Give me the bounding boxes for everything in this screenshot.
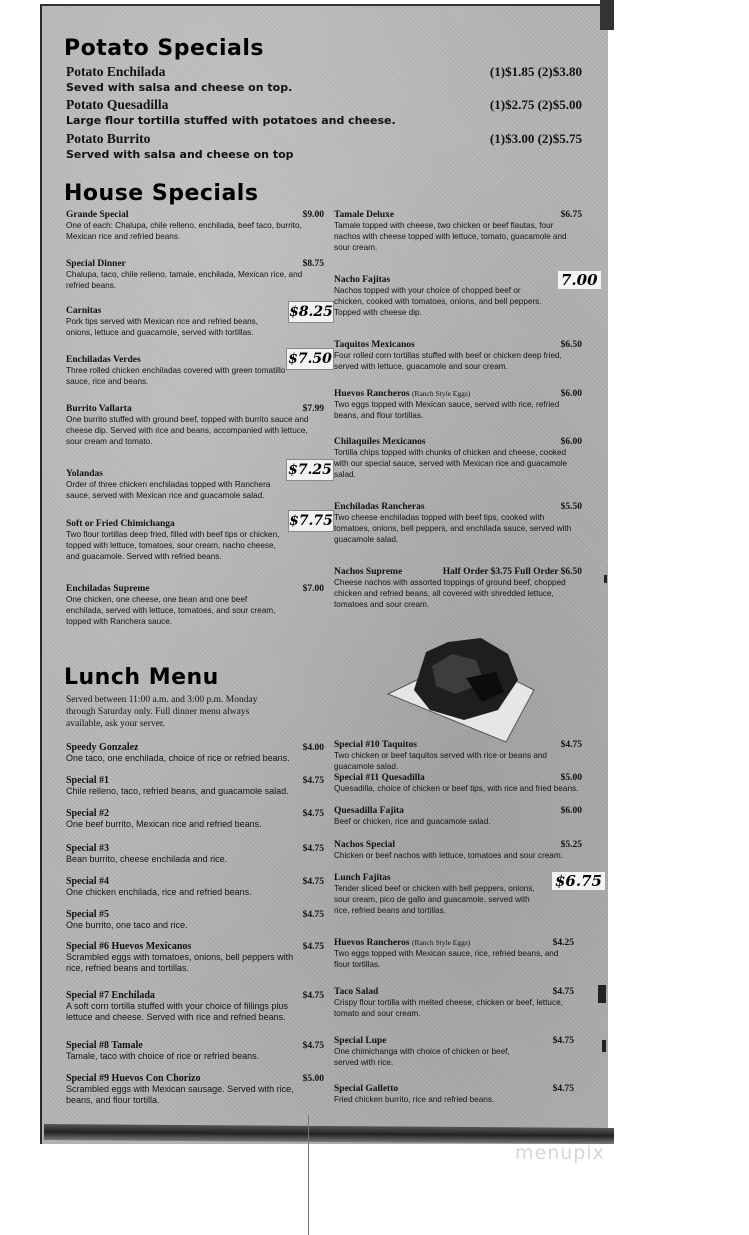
menu-item	[66, 742, 324, 764]
item-desc: A soft corn tortilla stuffed with your choice of fillings plus lettuce and cheese. Served with rice and refried beans.	[66, 1001, 288, 1022]
item-desc: One of each: Chalupa, chile relleno, enchilada, beef taco, burrito, Mexican rice and refried beans.	[66, 221, 302, 241]
item-price: $5.50	[560, 502, 582, 512]
item-desc: Tender sliced beef or chicken with bell peppers, onions, sour cream, pico de gallo and guacamole, served with rice, refried beans and tortillas.	[334, 884, 535, 915]
item-desc: Scrambled eggs with Mexican sausage. Served with rice, beans, and flour tortilla.	[66, 1084, 294, 1105]
lunch-intro: Served between 11:00 a.m. and 3:00 p.m. Monday through Saturday only. Full dinner menu always available, ask your server.	[66, 695, 258, 729]
menu-item	[66, 909, 324, 931]
menu-item	[66, 306, 286, 338]
menu-item	[334, 1084, 574, 1105]
item-desc: Tamale, taco with choice of rice or refried beans.	[66, 1051, 260, 1061]
menu-item	[66, 131, 582, 161]
menu-item	[334, 389, 582, 421]
menu-item	[66, 1040, 324, 1062]
item-name: Enchiladas Verdes	[66, 355, 141, 365]
item-name: Carnitas	[66, 306, 102, 316]
item-desc: Nachos topped with your choice of chopped beef or chicken, cooked with tomatoes, onions, and bell peppers. Topped with cheese dip.	[334, 286, 542, 317]
menu-item	[66, 64, 582, 94]
scan-speck	[604, 575, 607, 583]
item-desc: One beef burrito, Mexican rice and refried beans.	[66, 819, 262, 829]
item-desc: Beef or chicken, rice and guacamole salad.	[334, 817, 491, 826]
item-price: $4.75	[302, 910, 324, 920]
item-desc: Order of three chicken enchiladas topped with Ranchera sauce, served with Mexican rice and guacamole salad.	[66, 480, 271, 500]
item-price: $4.75	[552, 987, 574, 997]
item-name: Special #7 Enchilada	[66, 990, 155, 1001]
item-price: $7.00	[302, 584, 324, 594]
item-name: Huevos Rancheros (Ranch Style Eggs)	[334, 938, 471, 948]
menu-item	[66, 469, 286, 501]
menu-item	[66, 775, 324, 797]
item-name: Nacho Fajitas	[334, 275, 391, 285]
item-desc: Cheese nachos with assorted toppings of ground beef, chopped chicken and refried beans, all covered with shredded lettuce, tomatoes and sour cream.	[334, 578, 566, 609]
item-desc: Two flour tortillas deep fried, filled with beef tips or chicken, topped with lettuce, tomatoes, sour cream, nacho cheese, and guacamole. Served with refried beans.	[66, 530, 280, 561]
fold-line	[308, 1115, 309, 1235]
item-price: $6.00	[560, 389, 582, 399]
item-name: Special #11 Quesadilla	[334, 773, 425, 783]
item-name: Enchiladas Rancheras	[334, 502, 425, 512]
item-name: Enchiladas Supreme	[66, 584, 150, 594]
menu-item	[334, 873, 546, 916]
item-name: Nachos Special	[334, 840, 395, 850]
item-name: Chilaquiles Mexicanos	[334, 437, 426, 447]
item-desc: Bean burrito, cheese enchilada and rice.	[66, 854, 228, 864]
item-desc: Two cheese enchiladas topped with beef tips, cooked with tomatoes, onions, bell peppers, and enchilada sauce, served with guacamole salad.	[334, 513, 572, 544]
item-price: $6.50	[560, 340, 582, 350]
menu-item	[334, 567, 582, 610]
item-name: Special #3	[66, 843, 110, 854]
price-sticker: $7.25	[286, 459, 334, 481]
item-price: $4.25	[552, 938, 574, 948]
menu-item	[66, 210, 324, 242]
item-price: $8.75	[302, 259, 324, 269]
menu-item	[334, 938, 574, 970]
item-price: $4.75	[302, 942, 324, 952]
item-name: Special Lupe	[334, 1036, 387, 1046]
item-price: $6.00	[560, 437, 582, 447]
item-name: Lunch Fajitas	[334, 873, 391, 883]
menu-item	[334, 340, 582, 372]
scan-speck	[602, 1040, 606, 1052]
item-price: $4.75	[302, 809, 324, 819]
menu-item	[334, 437, 582, 480]
menu-item	[66, 808, 324, 830]
item-desc: Two chicken or beef taquitos served with rice or beans and guacamole salad.	[334, 751, 547, 771]
menu-item	[66, 941, 324, 974]
food-photo	[386, 632, 536, 744]
item-price: $4.75	[552, 1084, 574, 1094]
item-price: $9.00	[302, 210, 324, 220]
item-price: $6.00	[560, 806, 582, 816]
item-name: Potato Burrito	[66, 131, 151, 146]
item-desc: Fried chicken burrito, rice and refried beans.	[334, 1095, 495, 1104]
item-desc: Crispy flour tortilla with melted cheese, chicken or beef, lettuce, tomato and sour cream.	[334, 998, 563, 1018]
item-name: Quesadilla Fajita	[334, 806, 404, 816]
menu-item	[334, 210, 582, 253]
item-price: $5.00	[560, 773, 582, 783]
item-desc: One chicken enchilada, rice and refried beans.	[66, 887, 252, 897]
menu-item	[334, 740, 582, 772]
menu-item	[334, 1036, 574, 1068]
item-name: Special #10 Taquitos	[334, 740, 417, 750]
item-desc: Large flour tortilla stuffed with potatoes and cheese.	[66, 114, 396, 127]
item-price: $7.99	[302, 404, 324, 414]
item-price: (1)$2.75 (2)$5.00	[489, 97, 582, 112]
price-sticker: $7.50	[286, 348, 334, 370]
menu-item	[66, 876, 324, 898]
handwritten-price: $6.75	[552, 872, 605, 890]
item-desc: One burrito stuffed with ground beef, topped with burrito sauce and cheese dip. Served with rice and beans, accompanied with lettuce, sour cream and tomato.	[66, 415, 309, 446]
item-price: $4.75	[552, 1036, 574, 1046]
item-name: Soft or Fried Chimichanga	[66, 519, 175, 529]
item-price: $5.25	[560, 840, 582, 850]
item-desc: Chalupa, taco, chile relleno, tamale, enchilada, Mexican rice, and refried beans.	[66, 270, 303, 290]
item-name: Special #9 Huevos Con Chorizo	[66, 1073, 201, 1084]
price-sticker: $8.25	[288, 301, 334, 323]
item-name: Special #4	[66, 876, 110, 887]
item-price: $4.75	[560, 740, 582, 750]
item-name: Nachos Supreme	[334, 567, 403, 577]
menu-item	[334, 773, 582, 794]
item-price: (1)$3.00 (2)$5.75	[489, 131, 582, 146]
item-name: Tamale Deluxe	[334, 210, 395, 220]
menu-item	[66, 584, 324, 627]
item-desc: Four rolled corn tortillas stuffed with beef or chicken deep fried, served with lettuce, guacamole and sour cream.	[334, 351, 562, 371]
item-desc: Two eggs topped with Mexican sauce, served with rice, refried beans, and flour tortillas.	[334, 400, 560, 420]
item-price: $5.00	[302, 1074, 324, 1084]
item-name: Potato Quesadilla	[66, 97, 169, 112]
menu-item	[334, 275, 552, 318]
item-name: Burrito Vallarta	[66, 404, 132, 414]
item-desc: Two eggs topped with Mexican sauce, rice, refried beans, and flour tortillas.	[334, 949, 559, 969]
menu-item	[66, 355, 286, 387]
menu-item	[66, 404, 324, 447]
item-desc: Pork tips served with Mexican rice and refried beans, onions, lettuce and guacamole, served with tortillas.	[66, 317, 259, 337]
item-name: Huevos Rancheros (Ranch Style Eggs)	[334, 389, 471, 399]
item-desc: Three rolled chicken enchiladas covered with green tomatillo sauce, rice and beans.	[66, 366, 286, 386]
item-price: $4.00	[302, 743, 324, 753]
scan-speck	[598, 985, 606, 1003]
item-price: $6.75	[560, 210, 582, 220]
handwritten-price: 7.00	[558, 271, 601, 289]
item-name: Grande Special	[66, 210, 129, 220]
scan-edge	[600, 0, 614, 30]
item-desc: Scrambled eggs with tomatoes, onions, bell peppers with rice, refried beans and tortillas.	[66, 952, 294, 973]
menu-item	[334, 987, 574, 1019]
item-desc: Chile relleno, taco, refried beans, and guacamole salad.	[66, 786, 289, 796]
item-name: Taquitos Mexicanos	[334, 340, 415, 350]
house-specials-title: House Specials	[64, 181, 259, 206]
item-name: Special Galletto	[334, 1084, 399, 1094]
item-name: Special #8 Tamale	[66, 1040, 143, 1051]
item-desc: Tamale topped with cheese, two chicken or beef flautas, four nachos with cheese topped with lettuce, tomato, guacamole and sour cream.	[334, 221, 567, 252]
item-desc: Tortilla chips topped with chunks of chicken and cheese, cooked with our special sauce, served with Mexican rice and guacamole salad.	[334, 448, 568, 479]
item-desc: One burrito, one taco and rice.	[66, 920, 188, 930]
item-name: Yolandas	[66, 469, 103, 479]
item-name: Taco Salad	[334, 987, 379, 997]
lunch-menu-title: Lunch Menu	[64, 665, 219, 690]
item-price: $4.75	[302, 991, 324, 1001]
watermark-logo: menupix	[515, 1142, 605, 1164]
item-name: Special Dinner	[66, 259, 126, 269]
item-name: Special #6 Huevos Mexicanos	[66, 941, 192, 952]
menu-item	[66, 843, 324, 865]
menu-item	[66, 97, 582, 127]
item-price: $4.75	[302, 776, 324, 786]
item-desc: Chicken or beef nachos with lettuce, tomatoes and sour cream.	[334, 851, 563, 860]
item-price: Half Order $3.75 Full Order $6.50	[442, 567, 582, 577]
menu-item	[66, 990, 324, 1023]
item-desc: Served with salsa and cheese on top	[66, 148, 294, 161]
menu-item	[334, 806, 582, 827]
potato-specials-title: Potato Specials	[64, 36, 264, 61]
item-name: Special #5	[66, 909, 110, 920]
item-price: $4.75	[302, 844, 324, 854]
item-name: Special #1	[66, 775, 110, 786]
menu-item	[66, 259, 324, 291]
item-name: Speedy Gonzalez	[66, 742, 139, 753]
item-desc: One taco, one enchilada, choice of rice or refried beans.	[66, 753, 290, 763]
item-price: $4.75	[302, 1041, 324, 1051]
item-desc: Seved with salsa and cheese on top.	[66, 81, 293, 94]
menu-item	[66, 1073, 324, 1106]
item-desc: One chicken, one cheese, one bean and one beef enchilada, served with lettuce, tomatoes, and sour cream, topped with Ranchera sauce.	[66, 595, 276, 626]
menu-item	[66, 519, 288, 562]
item-price: $4.75	[302, 877, 324, 887]
item-name: Special #2	[66, 808, 110, 819]
item-price: (1)$1.85 (2)$3.80	[489, 64, 582, 79]
item-name: Potato Enchilada	[66, 64, 166, 79]
menu-item	[334, 502, 582, 545]
price-sticker: $7.75	[288, 510, 334, 532]
item-desc: One chimichanga with choice of chicken or beef, served with rice.	[334, 1047, 510, 1067]
menu-item	[334, 840, 582, 861]
item-desc: Quesadilla, choice of chicken or beef tips, with rice and fried beans.	[334, 784, 579, 793]
